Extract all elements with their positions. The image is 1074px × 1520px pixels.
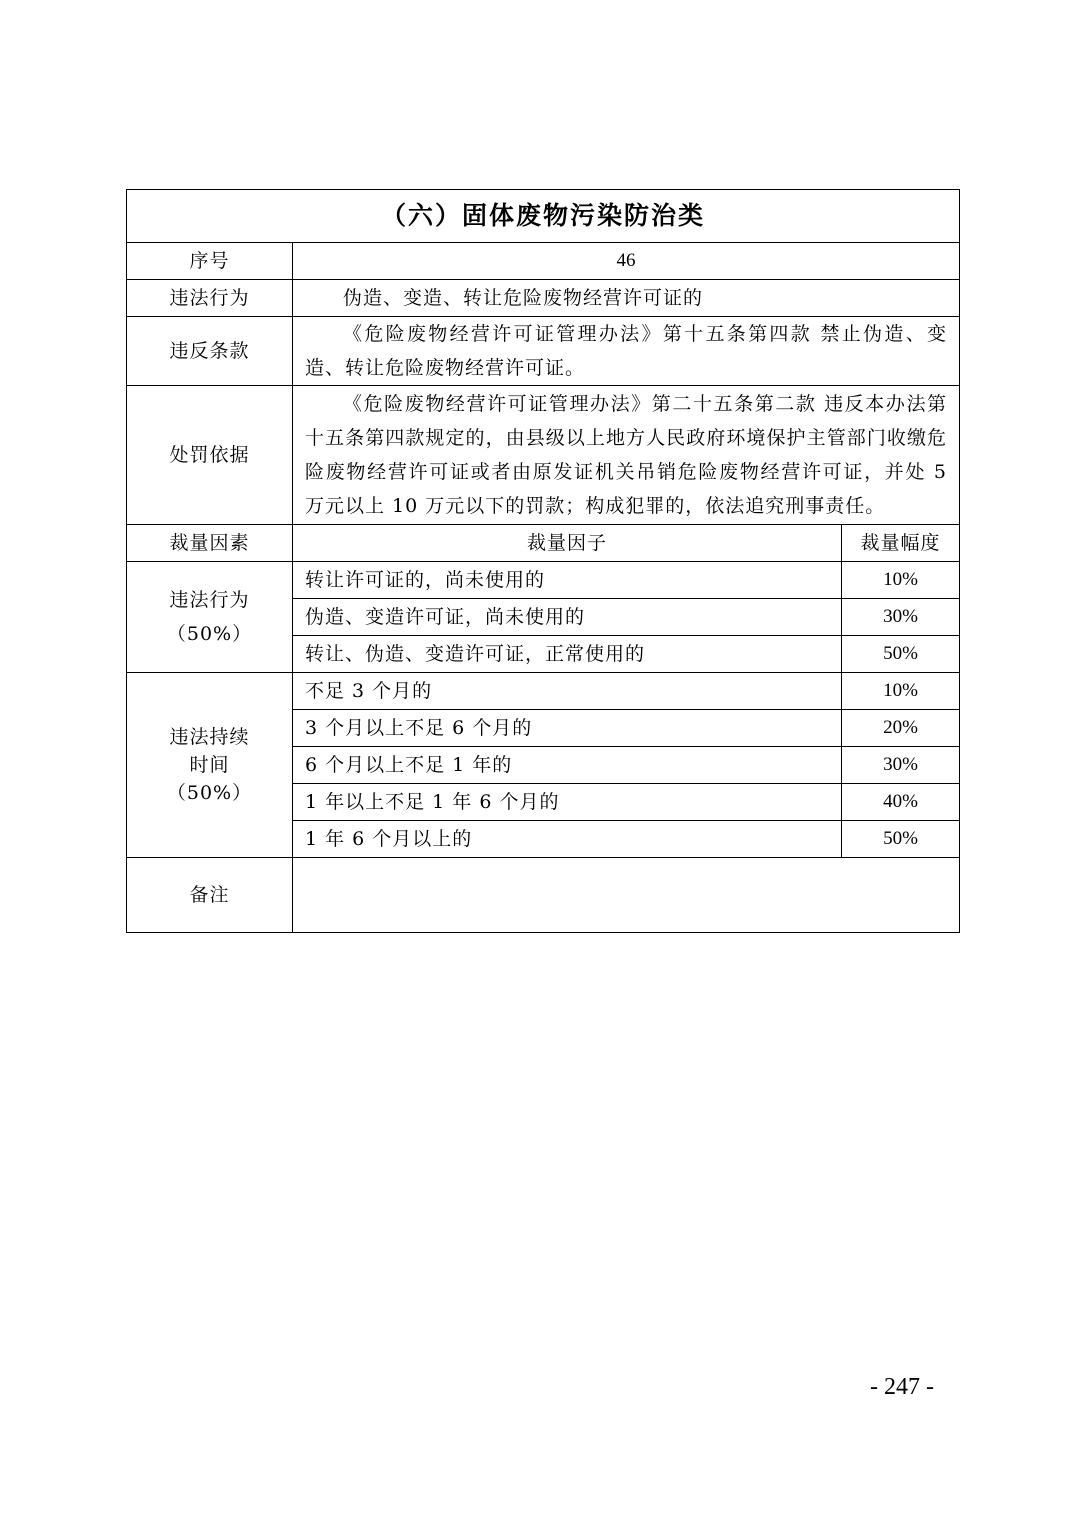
basis-label: 处罚依据	[127, 386, 293, 525]
group-duration-label	[127, 673, 293, 858]
factor-cell: 1 年 6 个月以上的	[293, 821, 842, 858]
group-violation-label-line1: 违法行为	[169, 589, 250, 611]
factor-cell: 1 年以上不足 1 年 6 个月的	[293, 784, 842, 821]
factor-cell: 6 个月以上不足 1 年的	[293, 747, 842, 784]
basis-value: 《危险废物经营许可证管理办法》第二十五条第二款 违反本办法第十五条第四款规定的，由县级以上地方人民政府环境保护主管部门收缴危险废物经营许可证或者由原发证机关吊销危险废物经营许可证，并处 5 万元以上 10 万元以下的罚款；构成犯罪的，依法追究刑事责任。	[293, 386, 960, 525]
discretion-range-header: 裁量幅度	[842, 525, 960, 562]
range-cell: 20%	[842, 710, 960, 747]
range-cell: 10%	[842, 673, 960, 710]
factor-cell: 转让许可证的，尚未使用的	[293, 562, 842, 599]
group-violation-label	[127, 562, 293, 673]
range-cell: 30%	[842, 599, 960, 636]
notes-value	[293, 858, 960, 933]
range-cell: 10%	[842, 562, 960, 599]
page-number: - 247 -	[870, 1374, 934, 1400]
discretion-item-header: 裁量因子	[293, 525, 842, 562]
range-cell: 50%	[842, 636, 960, 673]
factor-cell: 转让、伪造、变造许可证，正常使用的	[293, 636, 842, 673]
serial-value: 46	[293, 243, 960, 280]
factor-cell: 伪造、变造许可证，尚未使用的	[293, 599, 842, 636]
violation-label: 违法行为	[127, 280, 293, 317]
group-violation-label-line2: （50%）	[166, 623, 253, 645]
clause-label: 违反条款	[127, 317, 293, 386]
table-row	[127, 562, 960, 599]
violation-value: 伪造、变造、转让危险废物经营许可证的	[293, 280, 960, 317]
notes-label: 备注	[127, 858, 293, 933]
range-cell: 50%	[842, 821, 960, 858]
serial-label: 序号	[127, 243, 293, 280]
factor-cell: 3 个月以上不足 6 个月的	[293, 710, 842, 747]
range-cell: 30%	[842, 747, 960, 784]
table-row	[127, 673, 960, 710]
group-duration-label-line3: （50%）	[166, 782, 253, 804]
factor-cell: 不足 3 个月的	[293, 673, 842, 710]
penalty-table	[126, 189, 960, 933]
group-duration-label-line1: 违法持续	[169, 726, 250, 748]
table-title: （六）固体废物污染防治类	[127, 190, 960, 243]
discretion-factor-header: 裁量因素	[127, 525, 293, 562]
range-cell: 40%	[842, 784, 960, 821]
clause-value: 《危险废物经营许可证管理办法》第十五条第四款 禁止伪造、变造、转让危险废物经营许可证。	[293, 317, 960, 386]
group-duration-label-line2: 时间	[189, 754, 230, 776]
